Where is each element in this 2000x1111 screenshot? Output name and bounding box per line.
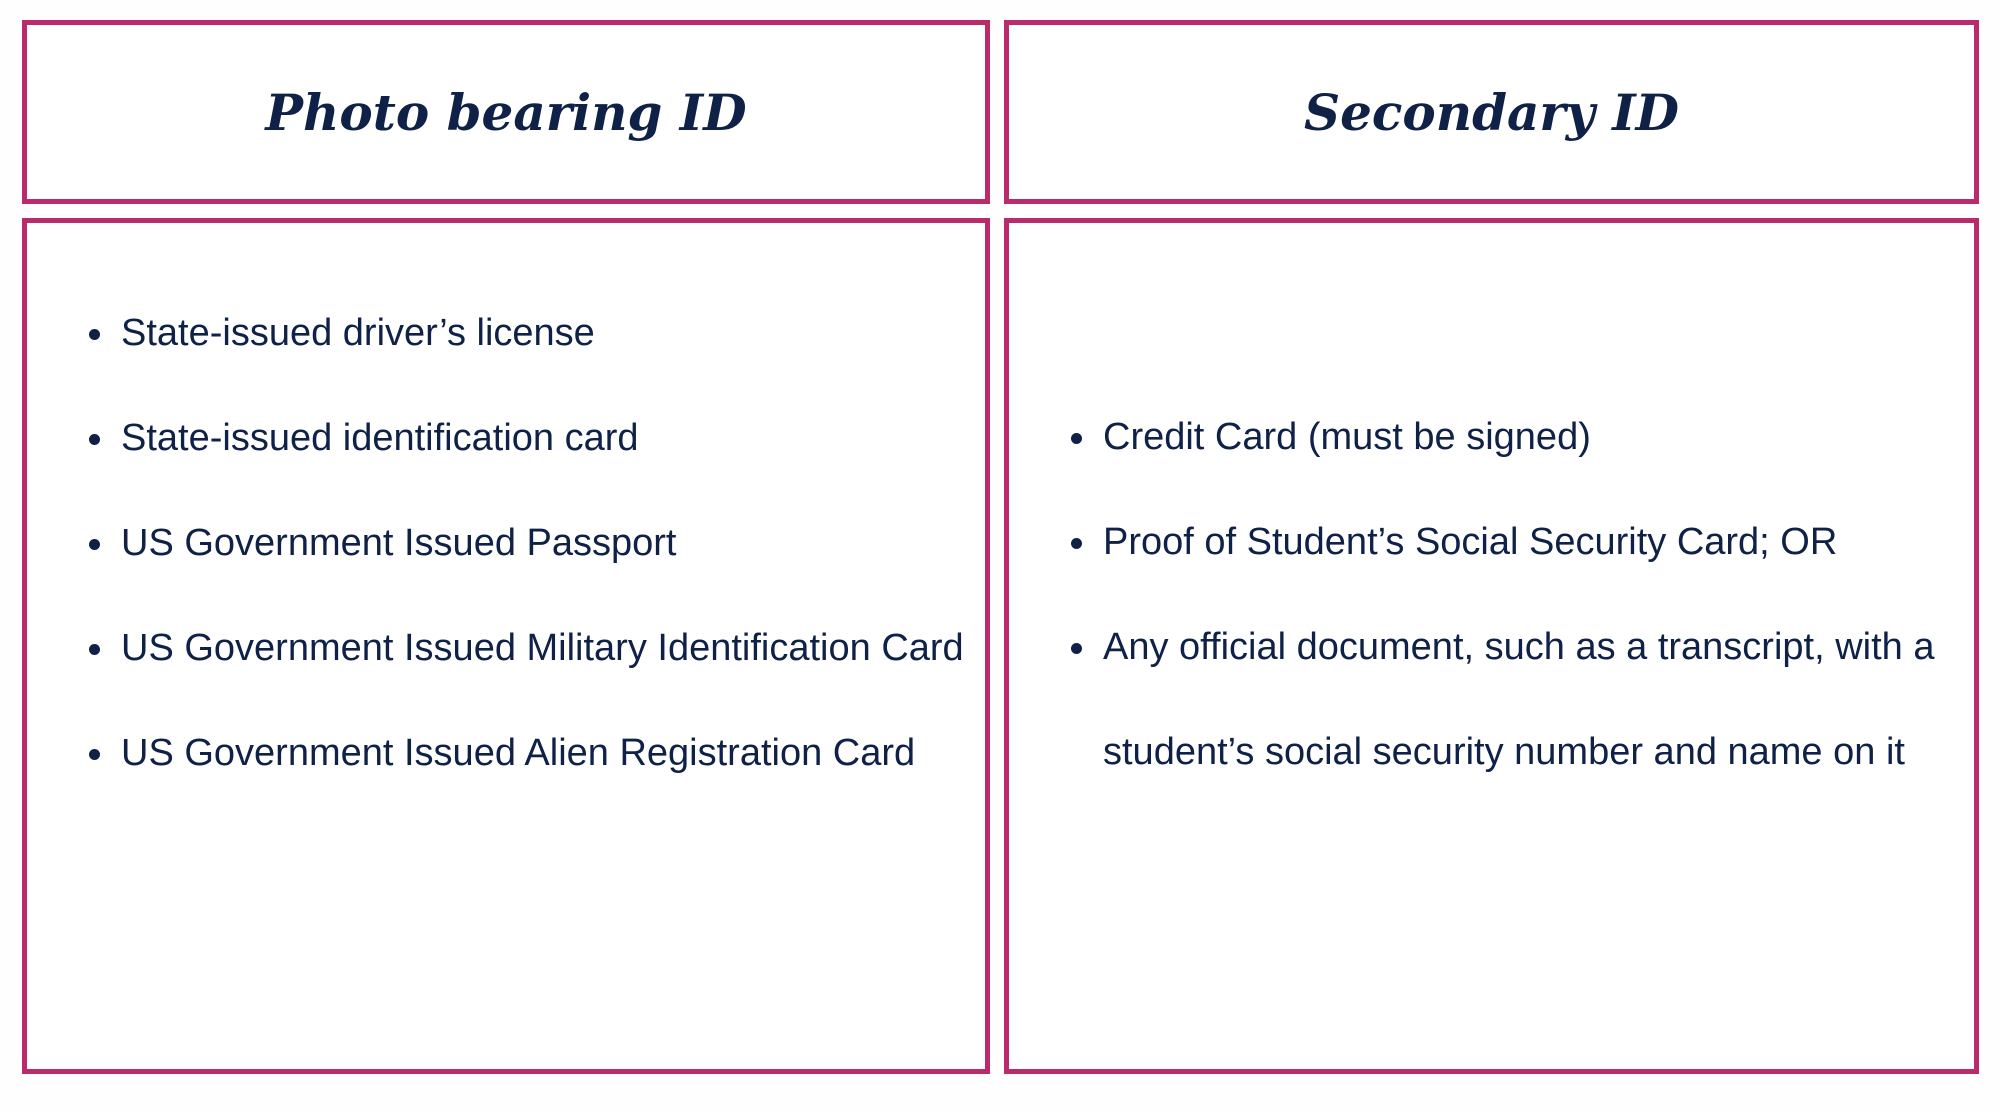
list-item: Credit Card (must be signed) xyxy=(1071,385,1951,490)
photo-id-header xyxy=(22,20,990,204)
list-item: Proof of Student’s Social Security Card; OR xyxy=(1071,490,1951,595)
photo-id-list-panel xyxy=(22,218,990,1074)
photo-id-title: Photo bearing ID xyxy=(265,82,747,142)
photo-id-list xyxy=(89,281,969,806)
secondary-id-header xyxy=(1004,20,1979,204)
list-item: US Government Issued Military Identification Card xyxy=(89,596,969,701)
secondary-id-list-panel xyxy=(1004,218,1979,1074)
list-item: State-issued identification card xyxy=(89,386,969,491)
secondary-id-list xyxy=(1071,385,1951,805)
list-item: US Government Issued Passport xyxy=(89,491,969,596)
list-item: US Government Issued Alien Registration Card xyxy=(89,701,969,806)
list-item: State-issued driver’s license xyxy=(89,281,969,386)
secondary-id-title: Secondary ID xyxy=(1304,82,1679,142)
list-item: Any official document, such as a transcript, with a student’s social security number and name on it xyxy=(1071,595,1951,805)
